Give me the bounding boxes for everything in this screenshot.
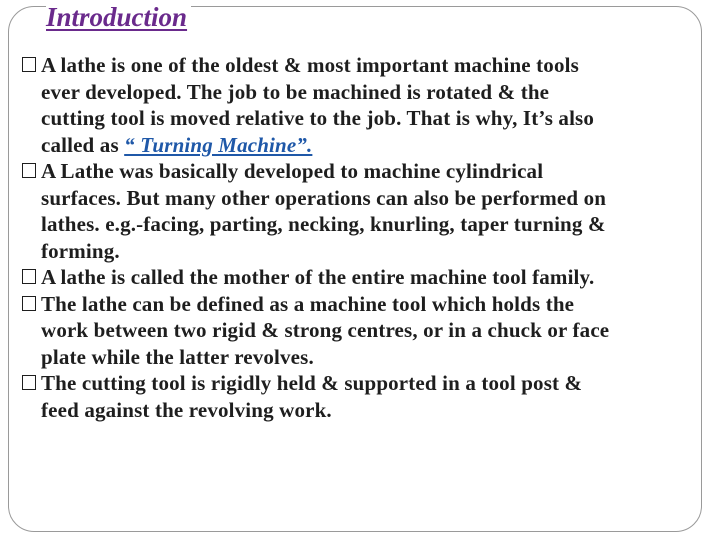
- bullet-line: surfaces. But many other operations can also be performed on: [41, 185, 607, 210]
- bullet-line: The cutting tool is rigidly held & supported in a tool post &: [41, 371, 583, 395]
- bullet-item: [22, 291, 702, 371]
- square-bullet-icon: [22, 163, 36, 178]
- bullet-line: feed against the revolving work.: [41, 397, 332, 422]
- slide-title: Introduction: [46, 0, 191, 34]
- bullet-line-prefix: called as: [41, 132, 125, 157]
- turning-machine-highlight: “ Turning Machine”.: [124, 132, 313, 157]
- bullet-line: plate while the latter revolves.: [41, 344, 314, 369]
- square-bullet-icon: [22, 269, 36, 284]
- bullet-item: [22, 52, 702, 158]
- square-bullet-icon: [22, 57, 36, 72]
- bullet-line: cutting tool is moved relative to the job. That is why, It’s also: [41, 106, 595, 130]
- bullet-item: [22, 158, 702, 264]
- bullet-line: The lathe can be defined as a machine tool which holds the: [41, 291, 575, 316]
- bullet-item: [22, 370, 702, 423]
- bullet-line: lathes. e.g.-facing, parting, necking, knurling, taper turning &: [41, 212, 606, 236]
- bullet-line: A lathe is called the mother of the entire machine tool family.: [41, 265, 595, 289]
- bullet-line: A Lathe was basically developed to machine cylindrical: [41, 159, 544, 183]
- bullet-item: [22, 264, 702, 291]
- bullet-list: [22, 52, 702, 423]
- bullet-line: work between two rigid & strong centres, or in a chuck or face: [41, 318, 610, 342]
- square-bullet-icon: [22, 375, 36, 390]
- square-bullet-icon: [22, 296, 36, 311]
- bullet-line: ever developed. The job to be machined is rotated & the: [41, 79, 550, 104]
- bullet-line: forming.: [41, 238, 120, 263]
- bullet-line: A lathe is one of the oldest & most important machine tools: [41, 53, 579, 77]
- bullet-line: [41, 132, 702, 159]
